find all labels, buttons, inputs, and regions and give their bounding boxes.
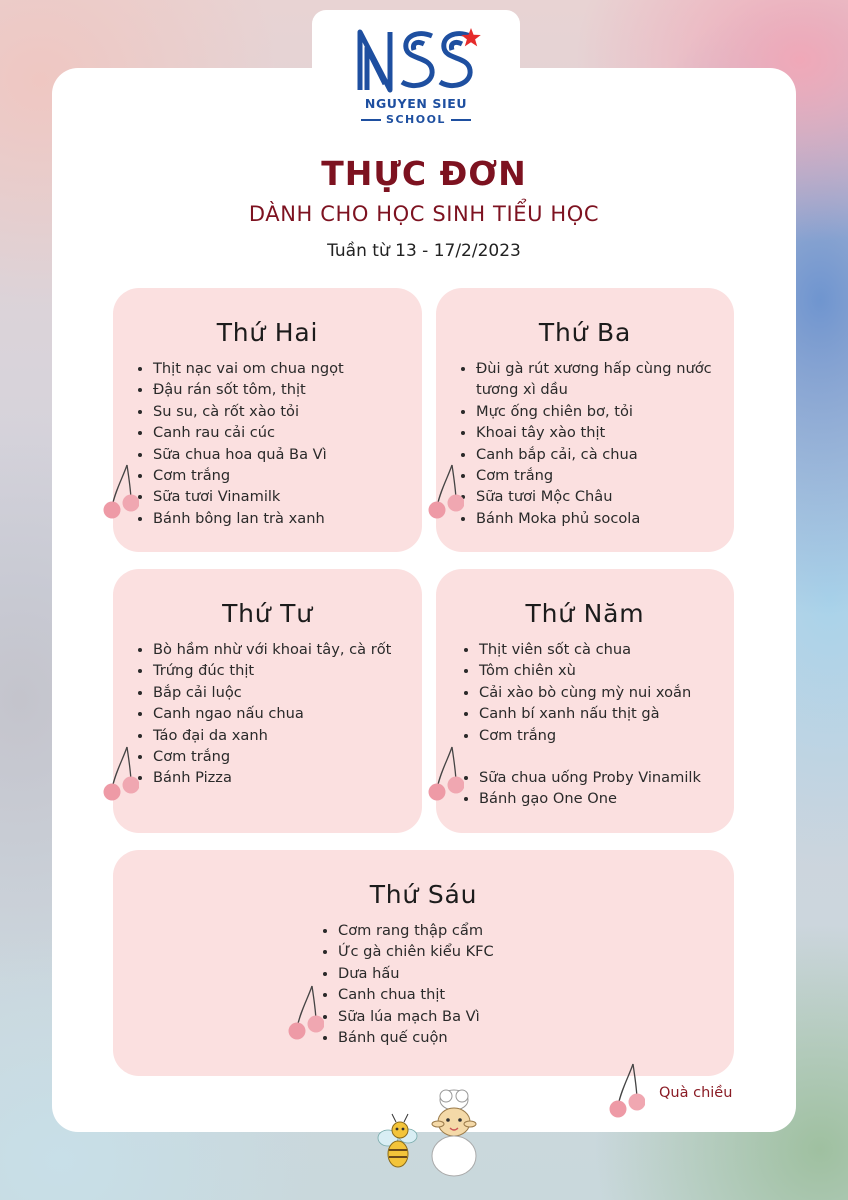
menu-item: • Canh chua thịt (338, 984, 638, 1005)
menu-item: • Sữa tươi Mộc Châu (476, 486, 742, 507)
legend-label: Quà chiều (659, 1085, 733, 1101)
menu-item: • Bánh Moka phủ socola (476, 508, 742, 529)
menu-item: • Sữa chua uống Proby Vinamilk (479, 767, 745, 788)
menu-item: • Đùi gà rút xương hấp cùng nước tương xì dầu (476, 358, 742, 401)
red-star-icon (461, 28, 481, 46)
menu-item: • Tôm chiên xù (479, 660, 745, 681)
menu-item: • Mực ống chiên bơ, tỏi (476, 401, 742, 422)
day-title: Thứ Năm (525, 599, 645, 628)
menu-item: • Táo đại da xanh (153, 725, 434, 746)
menu-item: • Thịt nạc vai om chua ngọt (153, 358, 428, 379)
day-card-monday (113, 288, 422, 552)
menu-item: • Canh bắp cải, cà chua (476, 444, 742, 465)
menu-item: • Khoai tây xào thịt (476, 422, 742, 443)
menu-item: • Bánh gạo One One (479, 788, 745, 809)
menu-item: • Thịt viên sốt cà chua (479, 639, 745, 660)
menu-item: • Su su, cà rốt xào tỏi (153, 401, 428, 422)
logo-school-name: NGUYEN SIEU (364, 96, 468, 111)
menu-list (457, 639, 745, 810)
menu-item: • Cải xào bò cùng mỳ nui xoắn (479, 682, 745, 703)
cherry-icon (286, 984, 324, 1040)
day-card-wednesday (113, 569, 422, 833)
day-title: Thứ Hai (216, 318, 319, 347)
menu-item: • Canh bí xanh nấu thịt gà (479, 703, 745, 724)
day-card-thursday (436, 569, 734, 833)
menu-list (131, 358, 428, 529)
cherry-icon (426, 463, 464, 519)
mascot-illustration-icon (376, 1080, 486, 1180)
day-title: Thứ Sáu (369, 880, 478, 909)
menu-item: • Cơm trắng (476, 465, 742, 486)
cherry-icon (101, 745, 139, 801)
day-title: Thứ Tư (222, 599, 313, 628)
school-logo (312, 10, 520, 140)
menu-item: • Dưa hấu (338, 963, 638, 984)
cherry-icon (607, 1062, 645, 1118)
page-title: THỰC ĐƠN (321, 154, 527, 193)
menu-item: • Đậu rán sốt tôm, thịt (153, 379, 428, 400)
day-card-friday (113, 850, 734, 1076)
nss-logo-icon (354, 26, 482, 94)
week-range: Tuần từ 13 - 17/2/2023 (327, 241, 521, 261)
menu-item: • Cơm trắng (153, 746, 434, 767)
menu-item: • Sữa chua hoa quả Ba Vì (153, 444, 428, 465)
menu-item: • Bắp cải luộc (153, 682, 434, 703)
menu-item: • Canh rau cải cúc (153, 422, 428, 443)
day-title: Thứ Ba (538, 318, 632, 347)
day-card-tuesday (436, 288, 734, 552)
page-subtitle: DÀNH CHO HỌC SINH TIỂU HỌC (248, 202, 600, 226)
cherry-icon (426, 745, 464, 801)
menu-list (454, 358, 742, 529)
menu-item: • Bánh bông lan trà xanh (153, 508, 428, 529)
logo-school-sub: SCHOOL (312, 113, 520, 126)
menu-item: • Canh ngao nấu chua (153, 703, 434, 724)
menu-item: • Sữa tươi Vinamilk (153, 486, 428, 507)
menu-item: • Sữa lúa mạch Ba Vì (338, 1006, 638, 1027)
menu-item: • Cơm trắng (153, 465, 428, 486)
menu-item: • Ức gà chiên kiểu KFC (338, 941, 638, 962)
cherry-icon (101, 463, 139, 519)
menu-item: • Bò hầm nhừ với khoai tây, cà rốt (153, 639, 434, 660)
menu-item: • Bánh Pizza (153, 767, 434, 788)
menu-list (131, 639, 434, 789)
menu-item: • Trứng đúc thịt (153, 660, 434, 681)
menu-list (316, 920, 638, 1048)
menu-item: • Cơm trắng (479, 725, 745, 746)
menu-item: • Cơm rang thập cẩm (338, 920, 638, 941)
menu-item: • Bánh quế cuộn (338, 1027, 638, 1048)
